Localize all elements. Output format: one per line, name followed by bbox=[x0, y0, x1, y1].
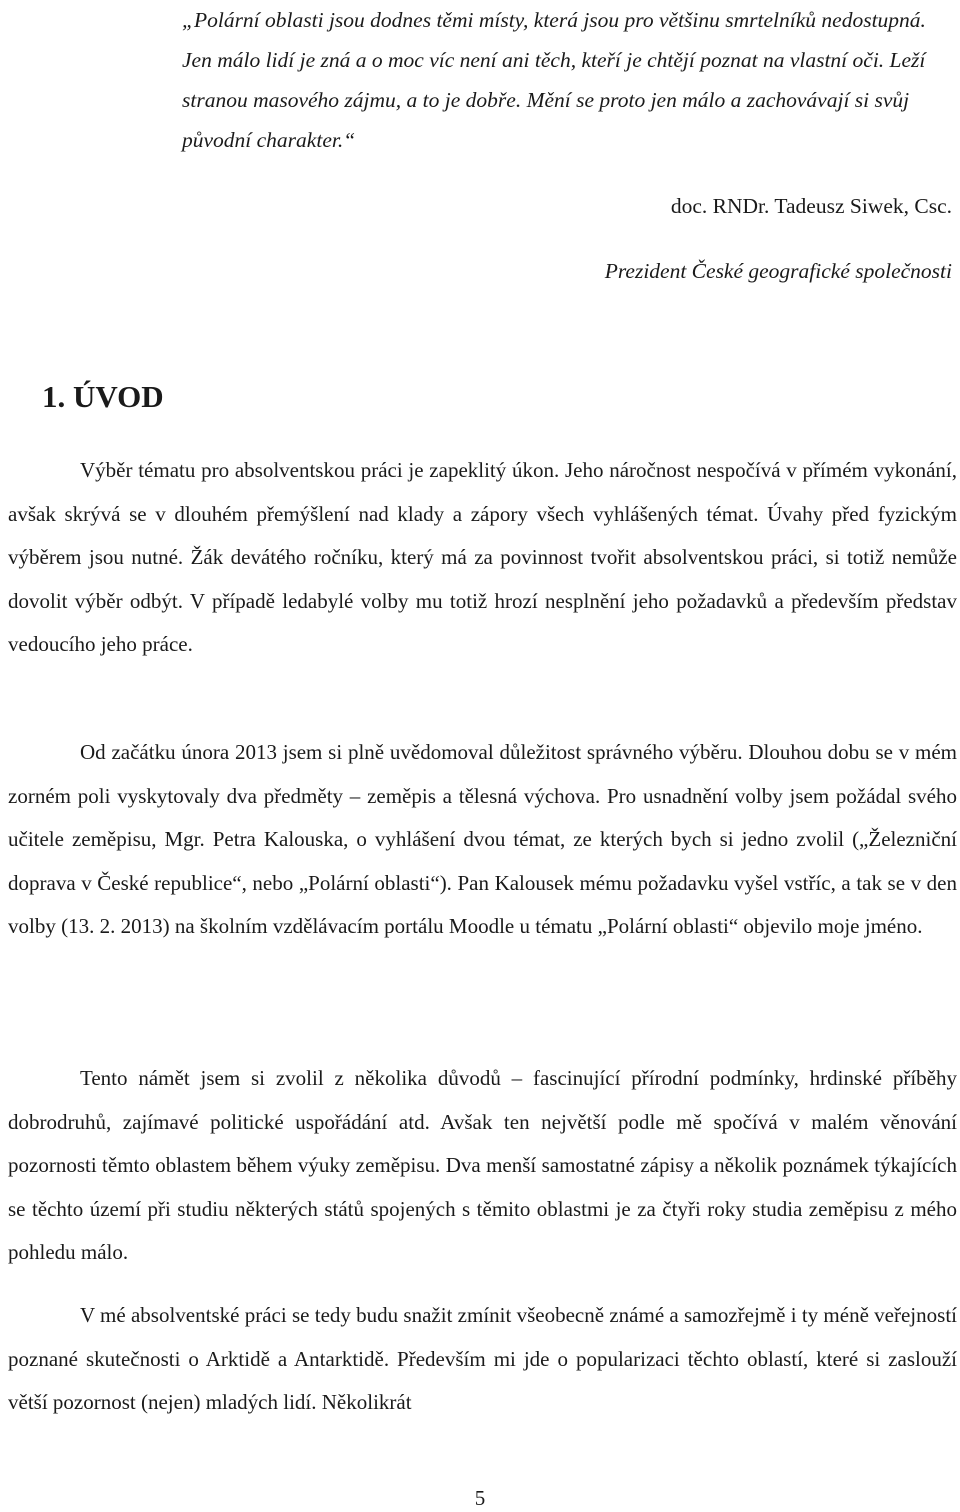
motto-author: doc. RNDr. Tadeusz Siwek, Csc. bbox=[670, 194, 952, 218]
page-number: 5 bbox=[474, 1486, 486, 1510]
paragraph-goal: V mé absolventské práci se tedy budu snažit zmínit všeobecně známé a samozřejmě i ty méně veřejností poznané skutečnosti o Arktidě a Antarktidě. Především mi jde o popularizaci těchto oblastí, které si zaslouží větší pozornost (nejen) mladých lidí. Několikrát bbox=[8, 1303, 957, 1415]
motto-quote: „Polární oblasti jsou dodnes těmi místy, která jsou pro většinu smrtelníků nedostupná. Jen málo lidí je zná a o moc víc není ani těch, kteří je chtějí poznat na vlastní oči. Leží stranou masového zájmu, a to je dobře. Mění se proto jen málo a zachovávají si svůj původní charakter.“ bbox=[182, 8, 926, 152]
paragraph-decision: Od začátku února 2013 jsem si plně uvědomoval důležitost správného výběru. Dlouhou dobu se v mém zorném poli vyskytovaly dva předměty – zeměpis a tělesná výchova. Pro usnadnění volby jsem požádal svého učitele zeměpisu, Mgr. Petra Kalouska, o vyhlášení dvou témat, ze kterých bych si jedno zvolil („Železniční doprava v České republice“, nebo „Polární oblasti“). Pan Kalousek mému požadavku vyšel vstříc, a tak se v den volby (13. 2. 2013) na školním vzdělávacím portálu Moodle u tématu „Polární oblasti“ objevilo moje jméno. bbox=[8, 740, 957, 939]
paragraph-reasons: Tento námět jsem si zvolil z několika důvodů – fascinující přírodní podmínky, hrdinské příběhy dobrodruhů, zajímavé politické uspořádání atd. Avšak ten největší podle mě spočívá v malém věnování pozornosti těmto oblastem během výuky zeměpisu. Dva menší samostatné zápisy a několik poznámek týkajících se těchto území při studiu některých států spojených s těmito oblastmi je za čtyři roky studia zeměpisu z mého pohledu málo. bbox=[8, 1066, 957, 1265]
paragraph-topic-choice: Výběr tématu pro absolventskou práci je zapeklitý úkon. Jeho náročnost nespočívá v přímém vykonání, avšak skrývá se v dlouhém přemýšlení nad klady a zápory všech vyhlášených témat. Úvahy před fyzickým výběrem jsou nutné. Žák devátého ročníku, který má za povinnost tvořit absolventskou práci, si totiž nemůže dovolit výběr odbýt. V případě ledabylé volby mu totiž hrozí nesplnění jeho požadavků a především představ vedoucího jeho práce. bbox=[8, 458, 957, 657]
motto-author-role: Prezident České geografické společnosti bbox=[604, 259, 952, 283]
section-heading: 1. ÚVOD bbox=[42, 379, 164, 414]
